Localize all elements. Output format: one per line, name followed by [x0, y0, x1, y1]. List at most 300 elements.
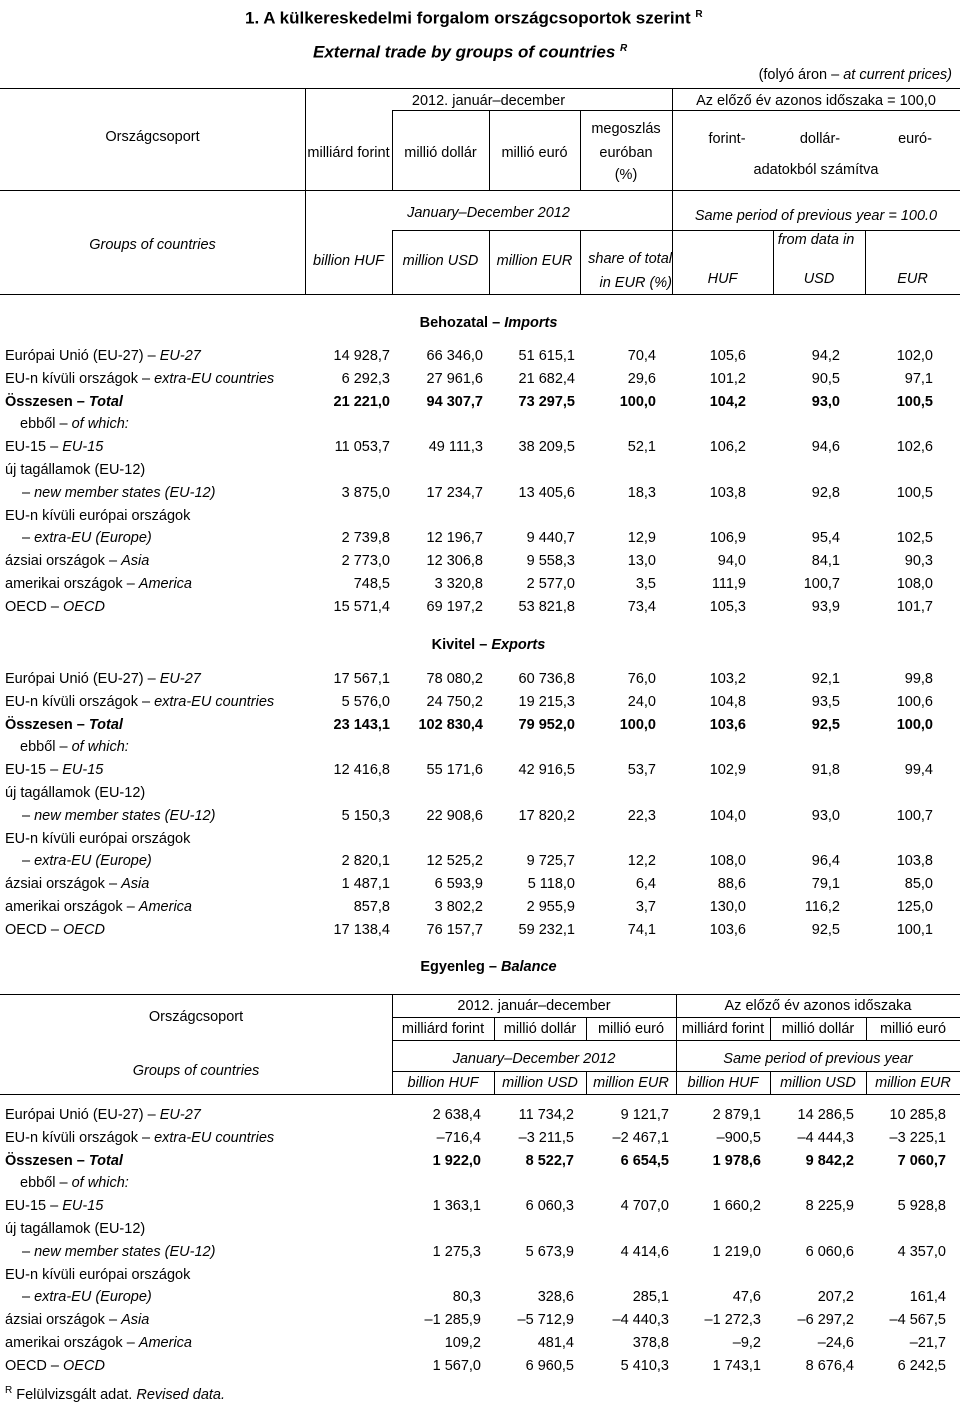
cell-value: 47,6: [732, 1289, 761, 1306]
cell-value: 79,1: [811, 876, 840, 893]
cell-value: 108,0: [896, 576, 933, 592]
cell-value: 94,6: [811, 439, 840, 456]
row-label: amerikai országok – America: [5, 899, 192, 915]
cell-value: 5 410,3: [620, 1357, 669, 1374]
cell-value: 103,8: [709, 484, 746, 501]
cell-value: 52,1: [627, 439, 656, 456]
bal-prev-en: Same period of previous year: [723, 1051, 913, 1067]
cell-value: 2 820,1: [341, 853, 390, 870]
cell-value: –5 712,9: [517, 1312, 574, 1329]
cell-value: 79 952,0: [518, 716, 575, 733]
share-en-2: in EUR (%): [599, 275, 672, 291]
cell-value: 53,7: [627, 762, 656, 779]
cell-value: 100,5: [896, 393, 933, 410]
basis-en-3: EUR: [897, 271, 928, 287]
cell-value: 101,2: [709, 370, 746, 387]
cell-value: 100,6: [896, 693, 933, 710]
cell-value: 105,6: [709, 348, 746, 364]
cell-value: 12 306,8: [426, 553, 483, 570]
row-label: – extra-EU (Europe): [22, 1289, 152, 1306]
table-row: [0, 437, 960, 459]
cell-value: –2 467,1: [612, 1129, 669, 1146]
cell-value: –3 211,5: [518, 1129, 574, 1146]
cell-value: 2 773,0: [341, 553, 390, 570]
table-row: [0, 528, 960, 550]
cell-value: –6 297,2: [797, 1312, 854, 1329]
row-label: OECD – OECD: [5, 921, 105, 938]
cell-value: 66 346,0: [426, 348, 483, 364]
cell-value: 15 571,4: [333, 598, 390, 615]
cell-value: 111,9: [711, 576, 746, 592]
table-row: [0, 369, 960, 391]
basis-hu-1: forint-: [708, 131, 746, 147]
prev-en: Same period of previous year = 100.0: [694, 208, 938, 224]
bal-unit-hu-1: milliárd forint: [401, 1021, 485, 1037]
table-row: [0, 392, 960, 414]
table-row: [0, 1173, 960, 1195]
cell-value: 51 615,1: [518, 348, 575, 364]
section-title-exports: Kivitel – Exports: [431, 637, 546, 653]
unit-hu-2: millió dollár: [404, 145, 477, 161]
table-row: [0, 806, 960, 828]
cell-value: 104,2: [709, 393, 746, 410]
cell-value: 100,0: [896, 716, 933, 733]
cell-value: 92,5: [811, 716, 840, 733]
cell-value: –24,6: [817, 1335, 854, 1351]
cell-value: 14 928,7: [333, 348, 390, 364]
row-label: Európai Unió (EU-27) – EU-27: [5, 348, 201, 364]
table-row: [0, 920, 960, 942]
cell-value: 104,0: [709, 807, 746, 824]
row-label: Európai Unió (EU-27) – EU-27: [5, 671, 201, 687]
share-hu-3: (%): [614, 167, 638, 183]
cell-value: 55 171,6: [426, 762, 483, 779]
cell-value: 12,9: [627, 530, 656, 547]
bal-period-en: January–December 2012: [452, 1051, 616, 1067]
cell-value: 5 576,0: [341, 693, 390, 710]
col-group-hu: Országcsoport: [105, 129, 200, 145]
cell-value: 12,2: [627, 853, 656, 870]
bal-col-group-en: Groups of countries: [132, 1063, 260, 1079]
cell-value: 69 197,2: [426, 598, 483, 615]
cell-value: 6 060,3: [525, 1198, 574, 1215]
table-row: [0, 1310, 960, 1332]
cell-value: 3 875,0: [341, 484, 390, 501]
cell-value: 74,1: [627, 921, 656, 938]
cell-value: –1 285,9: [424, 1312, 481, 1329]
cell-value: 21 682,4: [518, 370, 575, 387]
cell-value: 17 567,1: [333, 671, 390, 687]
cell-value: 53 821,8: [518, 598, 575, 615]
cell-value: 1 487,1: [341, 876, 390, 893]
cell-value: 21 221,0: [333, 393, 390, 410]
unit-en-1: billion HUF: [313, 253, 384, 269]
cell-value: 5 673,9: [525, 1243, 574, 1260]
table-row: [0, 460, 960, 482]
cell-value: 70,4: [627, 348, 656, 364]
cell-value: 6 960,5: [525, 1357, 574, 1374]
table-row: [0, 346, 960, 368]
cell-value: 13,0: [627, 553, 656, 570]
row-label: amerikai országok – America: [5, 576, 192, 592]
table-row: [0, 1287, 960, 1309]
row-label: EU-n kívüli országok – extra-EU countries: [5, 693, 275, 710]
basis-en-1: HUF: [707, 271, 738, 287]
period-hu: 2012. január–december: [411, 93, 566, 109]
cell-value: 103,6: [709, 716, 746, 733]
cell-value: 2 955,9: [526, 899, 575, 915]
cell-value: 104,8: [709, 693, 746, 710]
row-label: Összesen – Total: [5, 716, 123, 733]
cell-value: 8 676,4: [805, 1357, 854, 1374]
bal-unit-en-4: billion HUF: [687, 1075, 759, 1091]
cell-value: 100,7: [803, 576, 840, 592]
cell-value: 94,0: [717, 553, 746, 570]
cell-value: 106,2: [709, 439, 746, 456]
cell-value: 94,2: [811, 348, 840, 364]
bal-unit-hu-6: millió euró: [879, 1021, 947, 1037]
cell-value: –4 567,5: [889, 1312, 946, 1329]
cell-value: 100,0: [619, 716, 656, 733]
share-en-1: share of total: [588, 251, 672, 267]
cell-value: 4 707,0: [620, 1198, 669, 1215]
cell-value: 22,3: [627, 807, 656, 824]
bal-col-group-hu: Országcsoport: [148, 1009, 244, 1025]
cell-value: 6 242,5: [897, 1357, 946, 1374]
share-hu-1: megoszlás: [591, 121, 661, 137]
cell-value: 92,8: [811, 484, 840, 501]
cell-value: 130,0: [709, 899, 746, 915]
cell-value: 5 118,0: [527, 876, 575, 893]
cell-value: 9 121,7: [620, 1107, 669, 1123]
cell-value: 100,7: [896, 807, 933, 824]
cell-value: 6 292,3: [341, 370, 390, 387]
cell-value: 93,0: [811, 807, 840, 824]
cell-value: 102,6: [896, 439, 933, 456]
row-label: OECD – OECD: [5, 598, 105, 615]
cell-value: 748,5: [353, 576, 390, 592]
cell-value: 1 743,1: [712, 1357, 761, 1374]
cell-value: 17 138,4: [333, 921, 390, 938]
row-label: ázsiai országok – Asia: [5, 553, 150, 570]
table-row: [0, 551, 960, 573]
cell-value: 5 150,3: [341, 807, 390, 824]
row-label: EU-15 – EU-15: [5, 439, 104, 456]
share-hu-2: euróban: [599, 145, 653, 161]
cell-value: 17 234,7: [426, 484, 483, 501]
bal-unit-en-2: million USD: [502, 1075, 578, 1091]
row-label: EU-n kívüli európai országok: [5, 830, 191, 847]
cell-value: 481,4: [537, 1335, 574, 1351]
table-row: [0, 737, 960, 759]
cell-value: 9 440,7: [526, 530, 575, 547]
cell-value: 8 225,9: [805, 1198, 854, 1215]
cell-value: 60 736,8: [518, 671, 575, 687]
period-en: January–December 2012: [407, 205, 570, 221]
cell-value: 103,6: [709, 921, 746, 938]
cell-value: 76,0: [627, 671, 656, 687]
row-label: – new member states (EU-12): [22, 807, 216, 824]
row-label: EU-n kívüli országok – extra-EU countries: [5, 1129, 275, 1146]
cell-value: 91,8: [811, 762, 840, 779]
row-label: Összesen – Total: [5, 1152, 123, 1169]
row-label: ebből – of which:: [20, 739, 129, 756]
cell-value: –4 444,3: [797, 1129, 854, 1146]
cell-value: 23 143,1: [333, 716, 390, 733]
cell-value: 3 320,8: [434, 576, 483, 592]
cell-value: 1 363,1: [432, 1198, 481, 1215]
prev-hu: Az előző év azonos időszaka = 100,0: [696, 93, 936, 109]
cell-value: 1 567,0: [432, 1357, 481, 1374]
cell-value: 116,2: [804, 899, 840, 915]
cell-value: 12 525,2: [426, 853, 483, 870]
cell-value: 2 638,4: [432, 1107, 481, 1123]
cell-value: 101,7: [896, 598, 933, 615]
cell-value: 17 820,2: [518, 807, 575, 824]
cell-value: –4 440,3: [612, 1312, 669, 1329]
table-row: [0, 1128, 960, 1150]
cell-value: 78 080,2: [426, 671, 483, 687]
cell-value: 6 654,5: [620, 1152, 669, 1169]
cell-value: 285,1: [632, 1289, 669, 1306]
cell-value: 102 830,4: [418, 716, 483, 733]
row-label: Összesen – Total: [5, 393, 123, 410]
cell-value: 24 750,2: [426, 693, 483, 710]
table-row: [0, 414, 960, 436]
table-row: [0, 1265, 960, 1287]
row-label: OECD – OECD: [5, 1357, 105, 1374]
table-row: [0, 851, 960, 873]
cell-value: 2 577,0: [526, 576, 575, 592]
table-row: [0, 874, 960, 896]
cell-value: 9 558,3: [526, 553, 575, 570]
row-label: amerikai országok – America: [5, 1335, 192, 1351]
cell-value: 857,8: [353, 899, 390, 915]
table-row: [0, 692, 960, 714]
cell-value: 96,4: [811, 853, 840, 870]
table-row: [0, 1333, 960, 1355]
table-row: [0, 1219, 960, 1241]
cell-value: 11 734,2: [518, 1107, 574, 1123]
cell-value: 24,0: [627, 693, 656, 710]
cell-value: –9,2: [732, 1335, 761, 1351]
cell-value: 27 961,6: [426, 370, 483, 387]
row-label: – extra-EU (Europe): [22, 853, 152, 870]
title-en: External trade by groups of countries $^R$: [313, 42, 628, 62]
cell-value: 161,4: [909, 1289, 946, 1306]
unit-hu-1: milliárd forint: [307, 145, 390, 161]
row-label: EU-n kívüli európai országok: [5, 1266, 191, 1283]
cell-value: 11 053,7: [334, 439, 390, 456]
row-label: – new member states (EU-12): [22, 1243, 216, 1260]
table-row: [0, 1105, 960, 1127]
table-row: [0, 669, 960, 691]
cell-value: 1 978,6: [712, 1152, 761, 1169]
cell-value: 109,2: [444, 1335, 481, 1351]
row-label: EU-15 – EU-15: [5, 762, 104, 779]
cell-value: 59 232,1: [518, 921, 575, 938]
footnote: $^R$ Felülvizsgált adat. Revised data.: [5, 1385, 226, 1403]
cell-value: 105,3: [709, 598, 746, 615]
cell-value: 93,5: [811, 693, 840, 710]
cell-value: 76 157,7: [426, 921, 483, 938]
row-label: új tagállamok (EU-12): [5, 1221, 146, 1237]
cell-value: 73,4: [627, 598, 656, 615]
unit-en-2: million USD: [402, 253, 479, 269]
basis-hu-3: euró-: [898, 131, 932, 147]
cell-value: 73 297,5: [518, 393, 575, 410]
table-row: [0, 1151, 960, 1173]
row-label: – new member states (EU-12): [22, 484, 216, 501]
cell-value: 1 660,2: [712, 1198, 761, 1215]
bal-unit-hu-4: milliárd forint: [681, 1021, 765, 1037]
cell-value: 12 416,8: [333, 762, 390, 779]
row-label: ebből – of which:: [20, 1175, 129, 1192]
section-title-imports: Behozatal – Imports: [419, 315, 558, 331]
cell-value: 102,9: [709, 762, 746, 779]
cell-value: 5 928,8: [897, 1198, 946, 1215]
cell-value: 92,5: [811, 921, 840, 938]
cell-value: 3 802,2: [434, 899, 483, 915]
cell-value: 3,5: [635, 576, 656, 592]
row-label: ázsiai országok – Asia: [5, 1312, 150, 1329]
table-row: [0, 483, 960, 505]
section-title-balance: Egyenleg – Balance: [420, 959, 557, 975]
cell-value: 103,8: [896, 853, 933, 870]
cell-value: 80,3: [452, 1289, 481, 1306]
cell-value: 94 307,7: [426, 393, 483, 410]
cell-value: 9 842,2: [805, 1152, 854, 1169]
cell-value: 102,5: [896, 530, 933, 547]
cell-value: 22 908,6: [426, 807, 483, 824]
row-label: új tagállamok (EU-12): [5, 462, 146, 478]
cell-value: 14 286,5: [797, 1107, 854, 1123]
cell-value: 90,3: [904, 553, 933, 570]
cell-value: 6 593,9: [434, 876, 483, 893]
title-hu: 1. A külkereskedelmi forgalom országcsoportok szerint $^R$: [245, 8, 703, 28]
cell-value: 85,0: [904, 876, 933, 893]
row-label: ebből – of which:: [20, 416, 129, 433]
cell-value: –21,7: [909, 1335, 946, 1351]
cell-value: 100,0: [619, 393, 656, 410]
cell-value: 3,7: [635, 899, 656, 915]
cell-value: –1 272,3: [704, 1312, 761, 1329]
table-row: [0, 506, 960, 528]
cell-value: 19 215,3: [518, 693, 575, 710]
cell-value: 100,1: [896, 921, 933, 938]
table-row: [0, 597, 960, 619]
cell-value: 4 357,0: [897, 1243, 946, 1260]
row-label: EU-n kívüli európai országok: [5, 507, 191, 524]
cell-value: 84,1: [811, 553, 840, 570]
basis-en-2: USD: [803, 271, 835, 287]
table-row: [0, 1242, 960, 1264]
cell-value: 99,4: [904, 762, 933, 779]
cell-value: 108,0: [709, 853, 746, 870]
cell-value: 13 405,6: [518, 484, 575, 501]
cell-value: 92,1: [811, 671, 840, 687]
table-row: [0, 574, 960, 596]
price-note: (folyó áron – at current prices): [758, 67, 952, 83]
bal-unit-hu-3: millió euró: [597, 1021, 665, 1037]
bal-unit-en-6: million EUR: [875, 1075, 951, 1091]
table-row: [0, 783, 960, 805]
cell-value: 38 209,5: [518, 439, 575, 456]
cell-value: 18,3: [627, 484, 656, 501]
bal-period-hu: 2012. január–december: [457, 998, 611, 1014]
col-group-en: Groups of countries: [89, 237, 216, 253]
basis-hu-2: dollár-: [799, 131, 841, 147]
table-row: [0, 1356, 960, 1378]
cell-value: 328,6: [537, 1289, 574, 1306]
basis-en-sub: from data in: [777, 232, 855, 248]
bal-unit-en-5: million USD: [780, 1075, 856, 1091]
cell-value: 6,4: [635, 876, 656, 893]
row-label: új tagállamok (EU-12): [5, 785, 146, 801]
row-label: EU-15 – EU-15: [5, 1198, 104, 1215]
cell-value: 95,4: [811, 530, 840, 547]
cell-value: 4 414,6: [620, 1243, 669, 1260]
cell-value: –3 225,1: [889, 1129, 946, 1146]
cell-value: 42 916,5: [518, 762, 575, 779]
table-row: [0, 897, 960, 919]
unit-hu-3: millió euró: [501, 145, 568, 161]
bal-unit-hu-2: millió dollár: [503, 1021, 577, 1037]
table-row: [0, 829, 960, 851]
cell-value: 49 111,3: [428, 439, 483, 456]
cell-value: 7 060,7: [897, 1152, 946, 1169]
bal-unit-hu-5: millió dollár: [781, 1021, 855, 1037]
basis-hu-sub: adatokból számítva: [753, 162, 879, 178]
cell-value: 90,5: [811, 370, 840, 387]
bal-unit-en-1: billion HUF: [407, 1075, 479, 1091]
cell-value: 1 275,3: [432, 1243, 481, 1260]
cell-value: 2 739,8: [341, 530, 390, 547]
table-row: [0, 715, 960, 737]
cell-value: 106,9: [709, 530, 746, 547]
bal-unit-en-3: million EUR: [593, 1075, 669, 1091]
row-label: ázsiai országok – Asia: [5, 876, 150, 893]
cell-value: –716,4: [436, 1129, 481, 1146]
row-label: EU-n kívüli országok – extra-EU countries: [5, 370, 275, 387]
cell-value: 103,2: [709, 671, 746, 687]
cell-value: 8 522,7: [525, 1152, 574, 1169]
table-row: [0, 1196, 960, 1218]
cell-value: 207,2: [817, 1289, 854, 1306]
cell-value: 12 196,7: [426, 530, 483, 547]
cell-value: 100,5: [896, 484, 933, 501]
cell-value: 88,6: [717, 876, 746, 893]
cell-value: 29,6: [627, 370, 656, 387]
cell-value: 97,1: [904, 370, 933, 387]
cell-value: 125,0: [896, 899, 933, 915]
cell-value: 93,0: [811, 393, 840, 410]
cell-value: 10 285,8: [889, 1107, 946, 1123]
cell-value: 1 922,0: [432, 1152, 481, 1169]
cell-value: 1 219,0: [712, 1243, 761, 1260]
table-row: [0, 760, 960, 782]
unit-en-3: million EUR: [496, 253, 573, 269]
row-label: Európai Unió (EU-27) – EU-27: [5, 1107, 201, 1123]
row-label: – extra-EU (Europe): [22, 530, 152, 547]
cell-value: 378,8: [632, 1335, 669, 1351]
bal-prev-hu: Az előző év azonos időszaka: [724, 998, 912, 1014]
cell-value: 6 060,6: [805, 1243, 854, 1260]
cell-value: 102,0: [896, 348, 933, 364]
cell-value: 99,8: [904, 671, 933, 687]
cell-value: 9 725,7: [526, 853, 575, 870]
cell-value: 2 879,1: [712, 1107, 761, 1123]
